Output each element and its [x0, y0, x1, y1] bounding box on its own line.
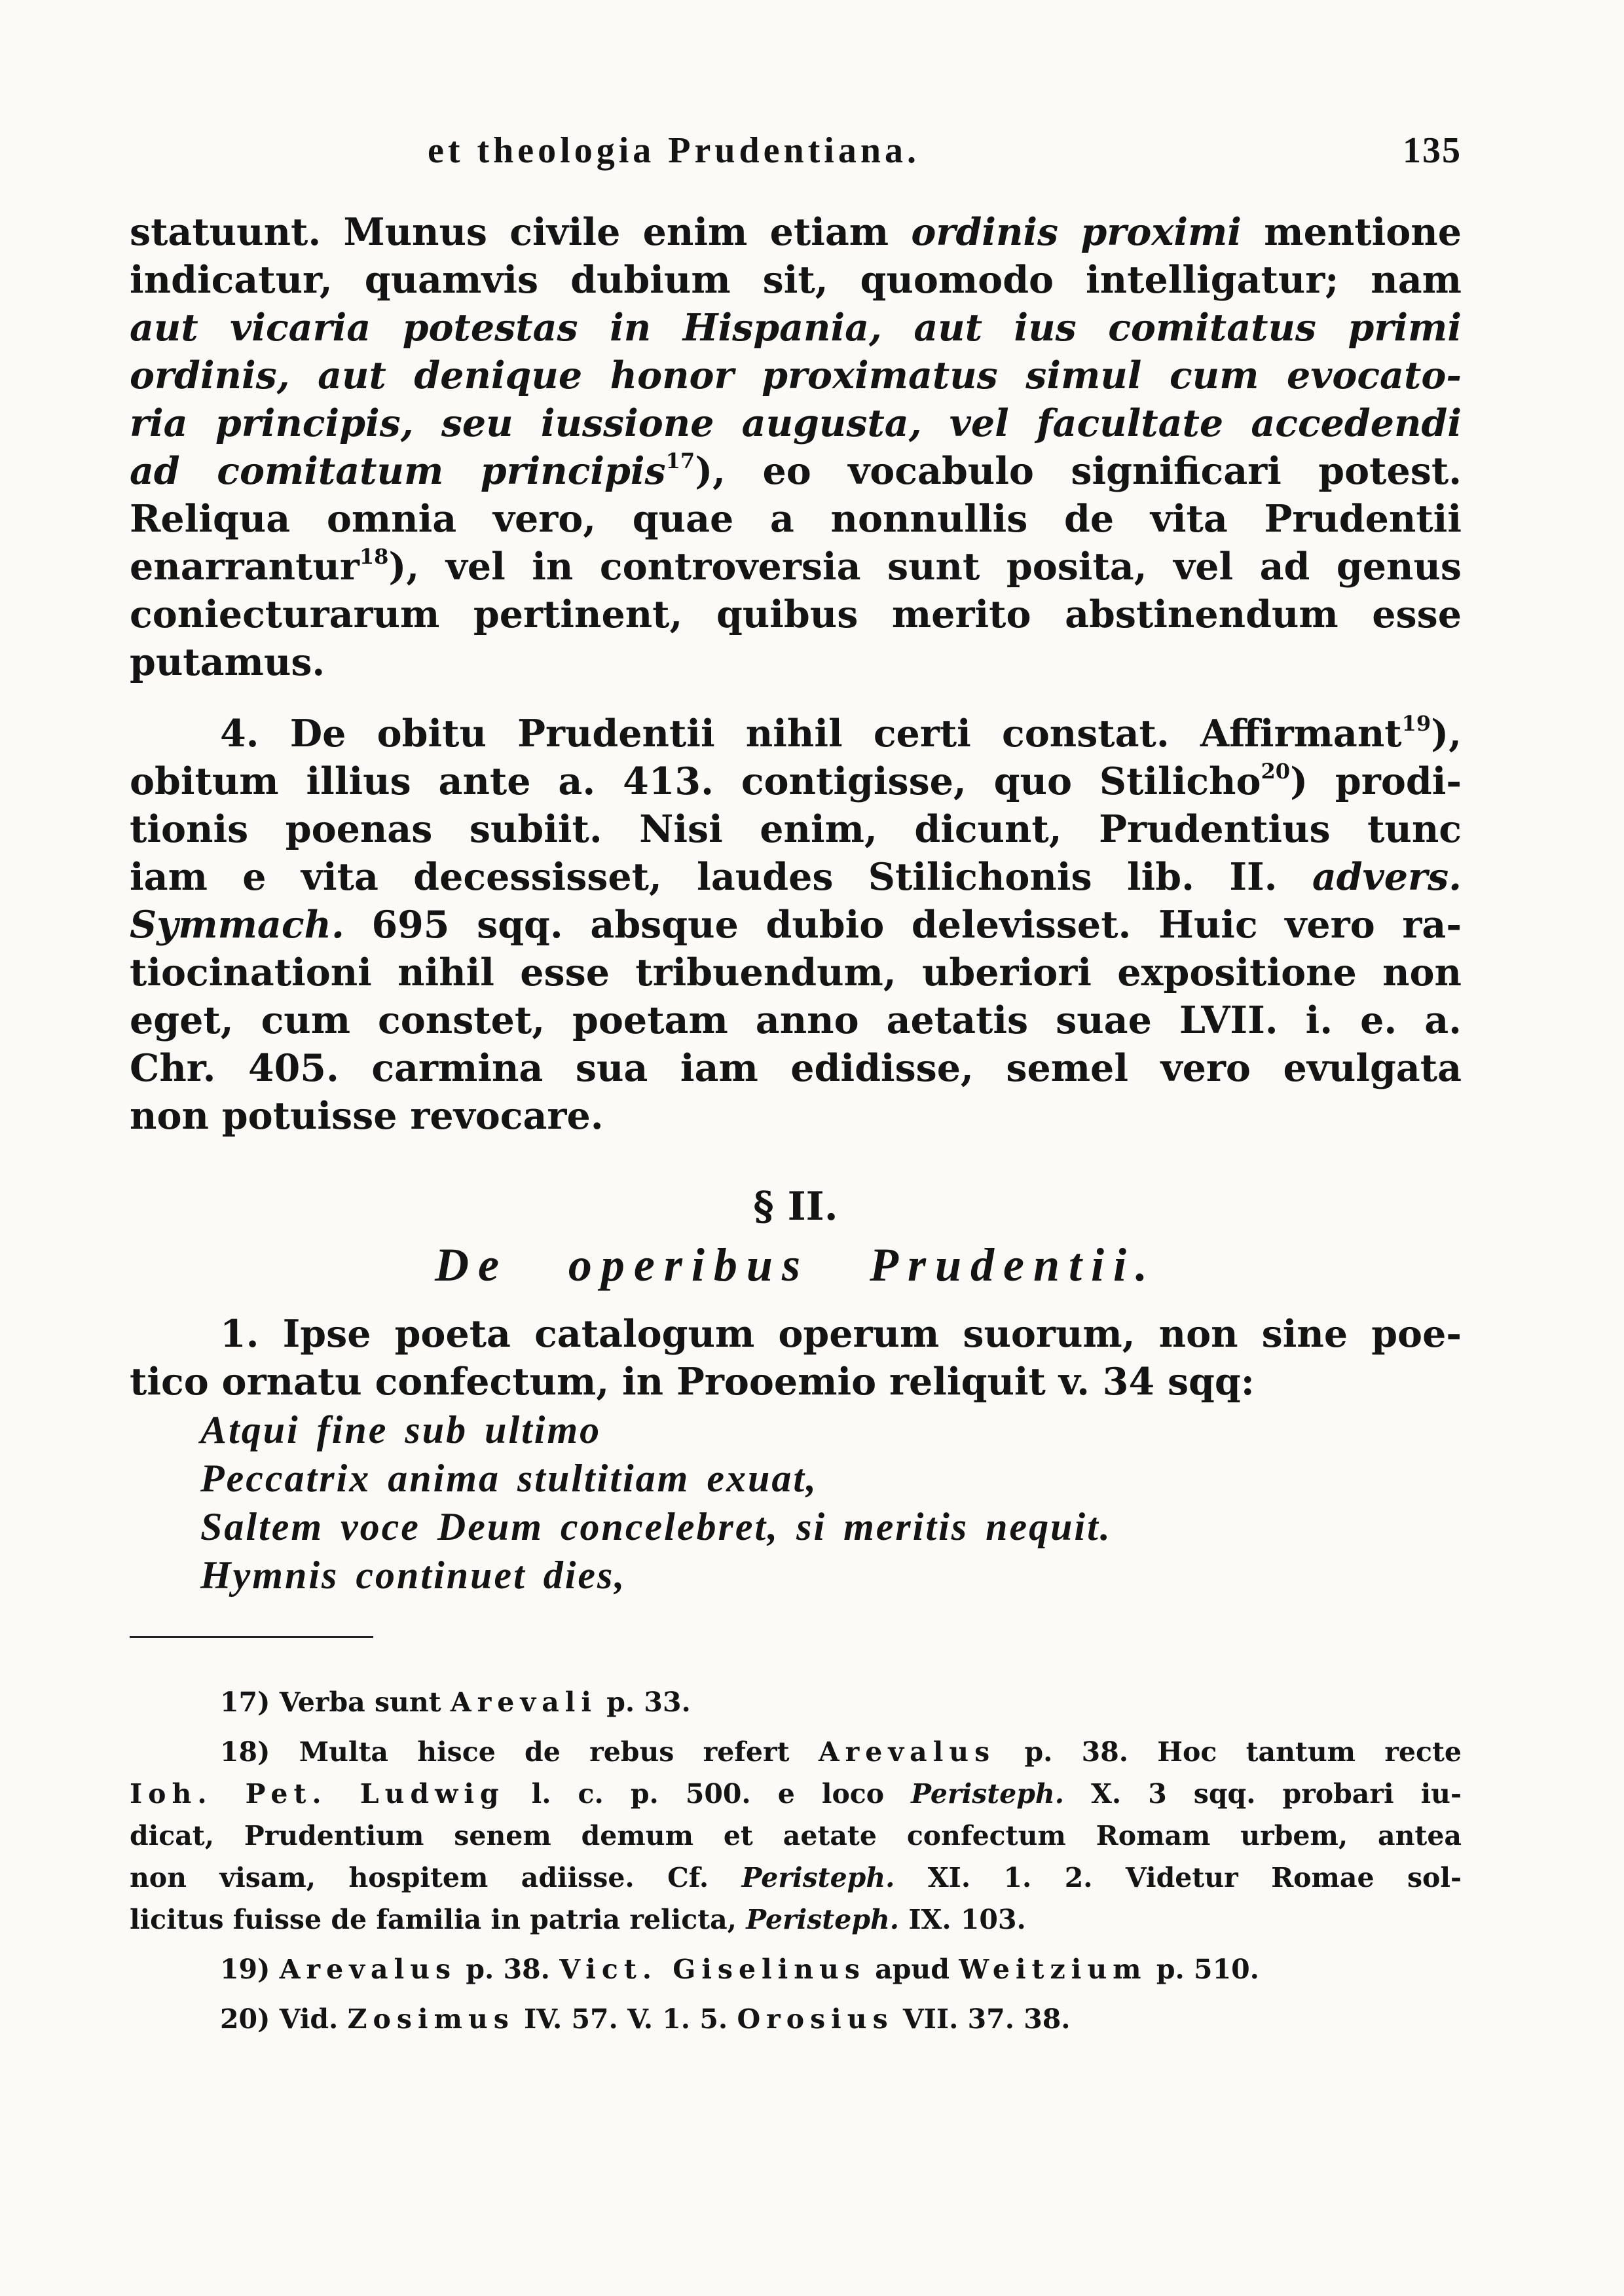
- text-line: eget, cum constet, poetam anno aetatis suae LVII. i. e. a.: [130, 998, 1462, 1042]
- footnotes: [130, 1681, 1462, 2040]
- paragraph-1: [130, 1310, 1462, 1406]
- text-line: iam e vita decessisset, laudes Stilichonis lib. II. advers.: [130, 855, 1462, 899]
- footnote-line: dicat, Prudentium senem demum et aetate confectum Romam urbem, antea: [130, 1820, 1462, 1851]
- text-line: 1. Ipse poeta catalogum operum suorum, non sine poe-: [220, 1312, 1462, 1356]
- footnote-17: 17) Verba sunt Arevali p. 33.: [220, 1686, 691, 1718]
- text-line: ad comitatum principis$^{17}$), eo vocabulo significari potest.: [130, 448, 1462, 493]
- text-line: tionis poenas subiit. Nisi enim, dicunt, Prudentius tunc: [130, 807, 1462, 851]
- verse-line: Hymnis continuet dies,: [200, 1554, 627, 1597]
- text-line: ordinis, aut denique honor proximatus simul cum evocato-: [130, 354, 1462, 397]
- page-number: 135: [1403, 130, 1462, 171]
- footnote-19: 19) Arevalus p. 38. Vict. Giselinus apud Weitzium p. 510.: [220, 1954, 1259, 1985]
- verse-quotation: [130, 1406, 1462, 1599]
- text-line: tiocinationi nihil esse tribuendum, uberiori expositione non: [130, 951, 1462, 994]
- running-header: [130, 130, 1462, 182]
- text-line: enarrantur$^{18}$), vel in controversia sunt posita, vel ad genus: [130, 544, 1462, 589]
- text-line: indicatur, quamvis dubium sit, quomodo intelligatur; nam: [130, 258, 1462, 302]
- footnote-rule: [130, 1636, 373, 1638]
- paragraph-3-continuation: [130, 208, 1462, 686]
- text-line: obitum illius ante a. 413. contigisse, quo Stilicho$^{20}$) prodi-: [130, 759, 1462, 803]
- text-line: putamus.: [130, 640, 325, 684]
- verse-line: Atqui fine sub ultimo: [200, 1408, 602, 1451]
- text-line: ria principis, seu iussione augusta, vel facultate accedendi: [130, 401, 1462, 445]
- verse-line: Saltem voce Deum concelebret, si meritis nequit.: [200, 1505, 1112, 1548]
- paragraph-4: [130, 710, 1462, 1140]
- running-title: et theologia Prudentiana.: [428, 130, 920, 171]
- footnote-line: Ioh. Pet. Ludwig l. c. p. 500. e loco Peristeph. X. 3 sqq. probari iu-: [130, 1778, 1462, 1810]
- text-line: statuunt. Munus civile enim etiam ordinis proximi mentione: [130, 210, 1462, 254]
- text-line: 4. De obitu Prudentii nihil certi constat. Affirmant$^{19}$),: [220, 711, 1462, 756]
- section-title: De operibus Prudentii.: [434, 1239, 1157, 1291]
- verse-line: Peccatrix anima stultitiam exuat,: [200, 1457, 819, 1500]
- footnote-line: licitus fuisse de familia in patria relicta, Peristeph. IX. 103.: [130, 1904, 1026, 1935]
- text-line: tico ornatu confectum, in Prooemio reliquit v. 34 sqq:: [130, 1360, 1255, 1404]
- text-line: Chr. 405. carmina sua iam edidisse, semel vero evulgata: [130, 1046, 1462, 1090]
- footnote-line: non visam, hospitem adiisse. Cf. Peristeph. XI. 1. 2. Videtur Romae sol-: [130, 1862, 1462, 1893]
- footnote-18: 18) Multa hisce de rebus refert Arevalus p. 38. Hoc tantum recte: [220, 1736, 1462, 1768]
- page-body: [130, 208, 1462, 2040]
- section-number: § II.: [753, 1184, 838, 1230]
- footnote-20: 20) Vid. Zosimus IV. 57. V. 1. 5. Orosius VII. 37. 38.: [220, 2003, 1071, 2035]
- text-line: Reliqua omnia vero, quae a nonnullis de vita Prudentii: [130, 497, 1462, 541]
- text-line: non potuisse revocare.: [130, 1094, 604, 1138]
- text-line: coniecturarum pertinent, quibus merito abstinendum esse: [130, 592, 1462, 636]
- text-line: aut vicaria potestas in Hispania, aut ius comitatus primi: [130, 306, 1462, 350]
- text-line: Symmach. 695 sqq. absque dubio delevisset. Huic vero ra-: [130, 903, 1462, 947]
